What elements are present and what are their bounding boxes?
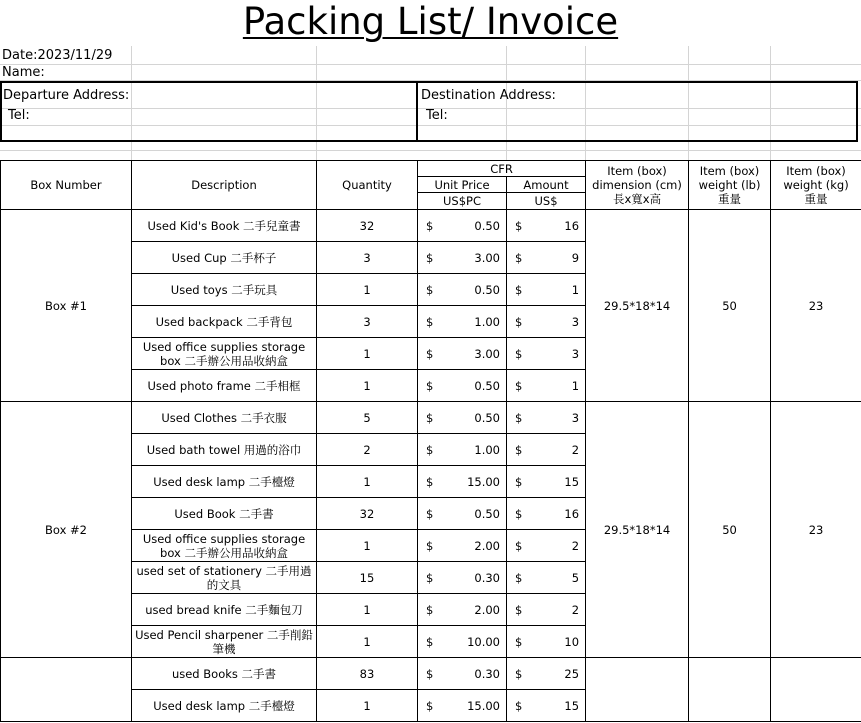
amount-value: 5	[571, 570, 580, 585]
quantity-cell: 15	[317, 562, 418, 594]
quantity-cell: 32	[317, 498, 418, 530]
destination-address-label: Destination Address:	[421, 88, 556, 103]
box-number-cell: Box #1	[1, 210, 132, 402]
currency-symbol: $	[426, 634, 434, 649]
unit-price-cell	[418, 466, 507, 498]
unit-price-value: 0.50	[474, 506, 500, 521]
currency-symbol: $	[426, 250, 434, 265]
amount-cell	[507, 530, 586, 562]
amount-cell	[507, 562, 586, 594]
quantity-cell: 1	[317, 274, 418, 306]
header-unit-price-unit: US$PC	[418, 193, 507, 210]
amount-value: 15	[564, 474, 580, 489]
amount-cell	[507, 658, 586, 690]
unit-price-value: 1.00	[474, 442, 500, 457]
currency-symbol: $	[515, 410, 523, 425]
currency-symbol: $	[426, 474, 434, 489]
amount-cell	[507, 306, 586, 338]
currency-symbol: $	[426, 538, 434, 553]
header-quantity: Quantity	[317, 161, 418, 210]
currency-symbol: $	[515, 538, 523, 553]
quantity-cell: 1	[317, 338, 418, 370]
currency-symbol: $	[515, 634, 523, 649]
gridline	[0, 150, 861, 151]
unit-price-cell	[418, 690, 507, 722]
unit-price-cell	[418, 210, 507, 242]
unit-price-value: 15.00	[467, 474, 500, 489]
header-unit-price: Unit Price	[418, 177, 507, 193]
amount-cell	[507, 210, 586, 242]
unit-price-cell	[418, 530, 507, 562]
dimension-cell: 29.5*18*14	[586, 402, 689, 658]
weight-lb-cell: 50	[689, 402, 771, 658]
header-dimension: Item (box) dimension (cm) 長x寬x高	[586, 161, 689, 210]
quantity-cell: 5	[317, 402, 418, 434]
header-amount: Amount	[507, 177, 586, 193]
amount-value: 1	[571, 378, 580, 393]
currency-symbol: $	[515, 474, 523, 489]
box-number-cell: Box #2	[1, 402, 132, 658]
amount-value: 9	[571, 250, 580, 265]
header-weight-lb: Item (box) weight (lb) 重量	[689, 161, 771, 210]
departure-tel-label: Tel:	[8, 108, 30, 123]
description-cell: Used backpack 二手背包	[132, 306, 317, 338]
amount-value: 3	[571, 410, 580, 425]
unit-price-value: 0.50	[474, 378, 500, 393]
unit-price-value: 15.00	[467, 698, 500, 713]
header-box-number: Box Number	[1, 161, 132, 210]
unit-price-cell	[418, 274, 507, 306]
description-cell: Used desk lamp 二手檯燈	[132, 690, 317, 722]
description-cell: Used bath towel 用過的浴巾	[132, 434, 317, 466]
quantity-cell: 1	[317, 626, 418, 658]
table-row	[1, 658, 861, 690]
currency-symbol: $	[426, 410, 434, 425]
currency-symbol: $	[515, 666, 523, 681]
dimension-cell	[586, 658, 689, 722]
description-cell: Used Clothes 二手衣服	[132, 402, 317, 434]
description-cell: Used Kid's Book 二手兒童書	[132, 210, 317, 242]
quantity-cell: 1	[317, 370, 418, 402]
quantity-cell: 1	[317, 690, 418, 722]
page-title: Packing List/ Invoice	[242, 0, 619, 43]
amount-cell	[507, 434, 586, 466]
unit-price-cell	[418, 562, 507, 594]
currency-symbol: $	[515, 570, 523, 585]
weight-kg-cell	[771, 658, 861, 722]
name-label: Name:	[2, 65, 45, 80]
currency-symbol: $	[515, 442, 523, 457]
currency-symbol: $	[515, 218, 523, 233]
amount-cell	[507, 498, 586, 530]
weight-lb-cell: 50	[689, 210, 771, 402]
currency-symbol: $	[515, 378, 523, 393]
unit-price-cell	[418, 434, 507, 466]
amount-value: 16	[564, 506, 580, 521]
header-amount-unit: US$	[507, 193, 586, 210]
departure-address-label: Departure Address:	[3, 88, 130, 103]
currency-symbol: $	[426, 378, 434, 393]
amount-value: 2	[571, 442, 580, 457]
unit-price-value: 0.50	[474, 282, 500, 297]
amount-cell	[507, 594, 586, 626]
quantity-cell: 3	[317, 306, 418, 338]
currency-symbol: $	[426, 218, 434, 233]
amount-value: 10	[564, 634, 580, 649]
amount-value: 3	[571, 314, 580, 329]
unit-price-cell	[418, 498, 507, 530]
unit-price-cell	[418, 370, 507, 402]
unit-price-cell	[418, 338, 507, 370]
weight-kg-cell: 23	[771, 210, 861, 402]
amount-value: 15	[564, 698, 580, 713]
description-cell: used Books 二手書	[132, 658, 317, 690]
currency-symbol: $	[515, 698, 523, 713]
currency-symbol: $	[426, 346, 434, 361]
currency-symbol: $	[426, 282, 434, 297]
unit-price-value: 1.00	[474, 314, 500, 329]
currency-symbol: $	[515, 314, 523, 329]
quantity-cell: 3	[317, 242, 418, 274]
description-cell: used bread knife 二手麵包刀	[132, 594, 317, 626]
amount-value: 25	[564, 666, 580, 681]
currency-symbol: $	[426, 602, 434, 617]
table-row	[1, 402, 861, 434]
dimension-cell: 29.5*18*14	[586, 210, 689, 402]
header-weight-kg: Item (box) weight (kg) 重量	[771, 161, 861, 210]
gridline	[0, 64, 861, 65]
header-description: Description	[132, 161, 317, 210]
amount-value: 1	[571, 282, 580, 297]
currency-symbol: $	[515, 602, 523, 617]
currency-symbol: $	[426, 570, 434, 585]
currency-symbol: $	[426, 698, 434, 713]
quantity-cell: 32	[317, 210, 418, 242]
currency-symbol: $	[515, 282, 523, 297]
table-body	[1, 210, 861, 722]
unit-price-cell	[418, 402, 507, 434]
currency-symbol: $	[515, 506, 523, 521]
description-cell: used set of stationery 二手用過的文具	[132, 562, 317, 594]
quantity-cell: 83	[317, 658, 418, 690]
date-label: Date:2023/11/29	[2, 48, 113, 63]
quantity-cell: 2	[317, 434, 418, 466]
currency-symbol: $	[426, 506, 434, 521]
amount-cell	[507, 370, 586, 402]
currency-symbol: $	[426, 666, 434, 681]
currency-symbol: $	[426, 314, 434, 329]
currency-symbol: $	[426, 442, 434, 457]
unit-price-value: 3.00	[474, 346, 500, 361]
unit-price-cell	[418, 626, 507, 658]
quantity-cell: 1	[317, 466, 418, 498]
amount-value: 2	[571, 602, 580, 617]
unit-price-value: 2.00	[474, 602, 500, 617]
quantity-cell: 1	[317, 530, 418, 562]
currency-symbol: $	[515, 346, 523, 361]
description-cell: Used office supplies storage box 二手辦公用品收納盒	[132, 530, 317, 562]
description-cell: Used Cup 二手杯子	[132, 242, 317, 274]
description-cell: Used Book 二手書	[132, 498, 317, 530]
unit-price-cell	[418, 242, 507, 274]
unit-price-value: 0.30	[474, 570, 500, 585]
unit-price-value: 0.50	[474, 218, 500, 233]
unit-price-cell	[418, 594, 507, 626]
amount-cell	[507, 626, 586, 658]
amount-cell	[507, 466, 586, 498]
description-cell: Used desk lamp 二手檯燈	[132, 466, 317, 498]
destination-tel-label: Tel:	[426, 108, 448, 123]
table-row	[1, 210, 861, 242]
amount-value: 16	[564, 218, 580, 233]
packing-table	[0, 160, 861, 722]
quantity-cell: 1	[317, 594, 418, 626]
amount-cell	[507, 402, 586, 434]
unit-price-value: 10.00	[467, 634, 500, 649]
weight-lb-cell	[689, 658, 771, 722]
unit-price-value: 3.00	[474, 250, 500, 265]
description-cell: Used office supplies storage box 二手辦公用品收納盒	[132, 338, 317, 370]
amount-value: 3	[571, 346, 580, 361]
amount-cell	[507, 338, 586, 370]
weight-kg-cell: 23	[771, 402, 861, 658]
unit-price-value: 2.00	[474, 538, 500, 553]
description-cell: Used toys 二手玩具	[132, 274, 317, 306]
unit-price-cell	[418, 658, 507, 690]
description-cell: Used photo frame 二手相框	[132, 370, 317, 402]
unit-price-value: 0.30	[474, 666, 500, 681]
description-cell: Used Pencil sharpener 二手削鉛筆機	[132, 626, 317, 658]
box-number-cell	[1, 658, 132, 722]
amount-cell	[507, 242, 586, 274]
unit-price-value: 0.50	[474, 410, 500, 425]
amount-cell	[507, 274, 586, 306]
unit-price-cell	[418, 306, 507, 338]
amount-value: 2	[571, 538, 580, 553]
address-divider	[416, 81, 418, 142]
amount-cell	[507, 690, 586, 722]
header-cfr: CFR	[418, 161, 586, 177]
currency-symbol: $	[515, 250, 523, 265]
